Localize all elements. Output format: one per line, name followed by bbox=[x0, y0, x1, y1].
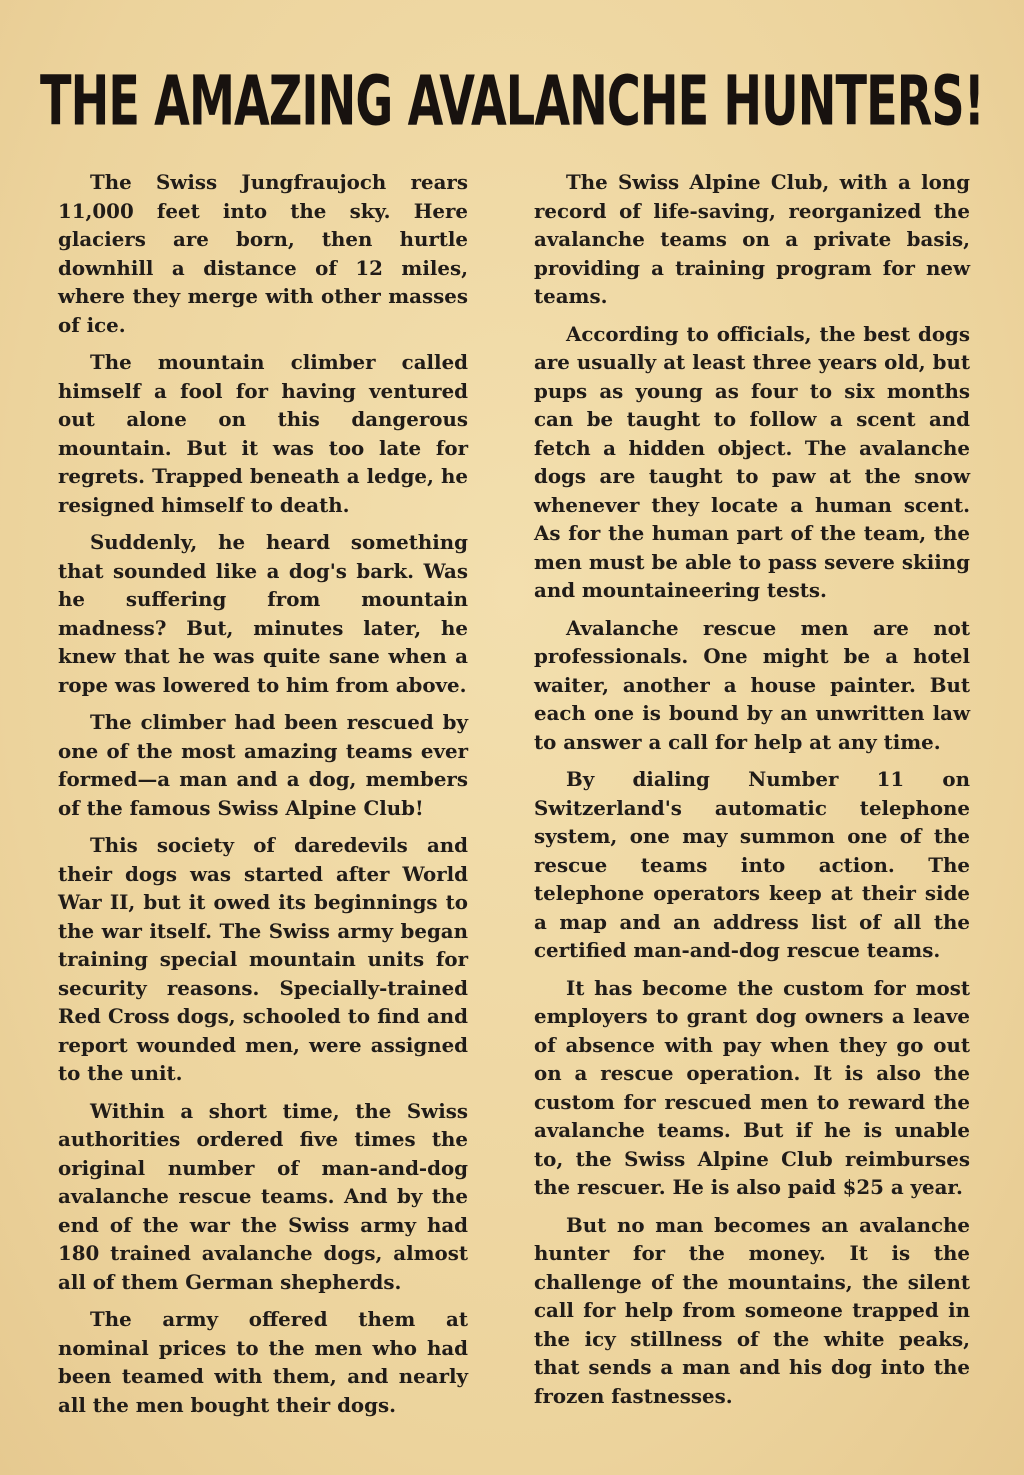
paragraph: Within a short time, the Swiss authorities ordered five times the original number of man-and-dog avalanche rescue teams. And by the end of the war the Swiss army had 180 trained avalanche dogs, almost all of them German shepherds. bbox=[58, 1098, 468, 1294]
paragraph: It has become the custom for most employers to grant dog owners a leave of absence with pay when they go out on a rescue operation. It is also the custom for rescued men to reward the avalanche teams. But if he is unable to, the Swiss Alpine Club reimburses the rescuer. He is also paid $25 a year. bbox=[534, 975, 970, 1199]
paragraph: The Swiss Alpine Club, with a long record of life-saving, reorganized the avalanche teams on a private basis, providing a training program for new teams. bbox=[534, 170, 970, 308]
paragraph: The army offered them at nominal prices to the men who had been teamed with them, and nearly all the men bought their dogs. bbox=[58, 1307, 468, 1417]
paragraph: The climber had been rescued by one of the most amazing teams ever formed—a man and a dog, members of the famous Swiss Alpine Club! bbox=[58, 710, 468, 820]
paragraph: According to officials, the best dogs are usually at least three years old, but pups as young as four to six months can be taught to follow a scent and fetch a hidden object. The avalanche dogs are taught to paw at the snow whenever they locate a human scent. As for the human part of the team, the men must be able to pass severe skiing and mountaineering tests. bbox=[534, 321, 970, 602]
paragraph: But no man becomes an avalanche hunter for the money. It is the challenge of the mountains, the silent call for help from someone trapped in the icy stillness of the white peaks, that sends a man and his dog into the frozen fastnesses. bbox=[534, 1212, 970, 1408]
paragraph: This society of daredevils and their dogs was started after World War II, but it owed its beginnings to the war itself. The Swiss army began training special mountain units for security reasons. Specially-trained Red Cross dogs, schooled to find and report wounded men, were assigned to the unit. bbox=[58, 833, 468, 1085]
paragraph: By dialing Number 11 on Switzerland's automatic telephone system, one may summon one of the rescue teams into action. The telephone operators keep at their side a map and an address list of all the certified man-and-dog rescue teams. bbox=[534, 767, 970, 962]
paragraph: Suddenly, he heard something that sounded like a dog's bark. Was he suffering from mountain madness? But, minutes later, he knew that he was quite sane when a rope was lowered to him from above. bbox=[58, 530, 468, 697]
article-title: THE AMAZING AVALANCHE HUNTERS! bbox=[40, 60, 984, 142]
left-column bbox=[58, 168, 468, 1428]
paragraph: The mountain climber called himself a fool for having ventured out alone on this dangerous mountain. But it was too late for regrets. Trapped beneath a ledge, he resigned himself to death. bbox=[58, 350, 468, 517]
right-column bbox=[534, 168, 970, 1419]
paragraph: Avalanche rescue men are not professionals. One might be a hotel waiter, another a house painter. But each one is bound by an unwritten law to answer a call for help at any time. bbox=[534, 615, 970, 754]
paragraph: The Swiss Jungfraujoch rears 11,000 feet into the sky. Here glaciers are born, then hurtle downhill a distance of 12 miles, where they merge with other masses of ice. bbox=[58, 170, 468, 337]
